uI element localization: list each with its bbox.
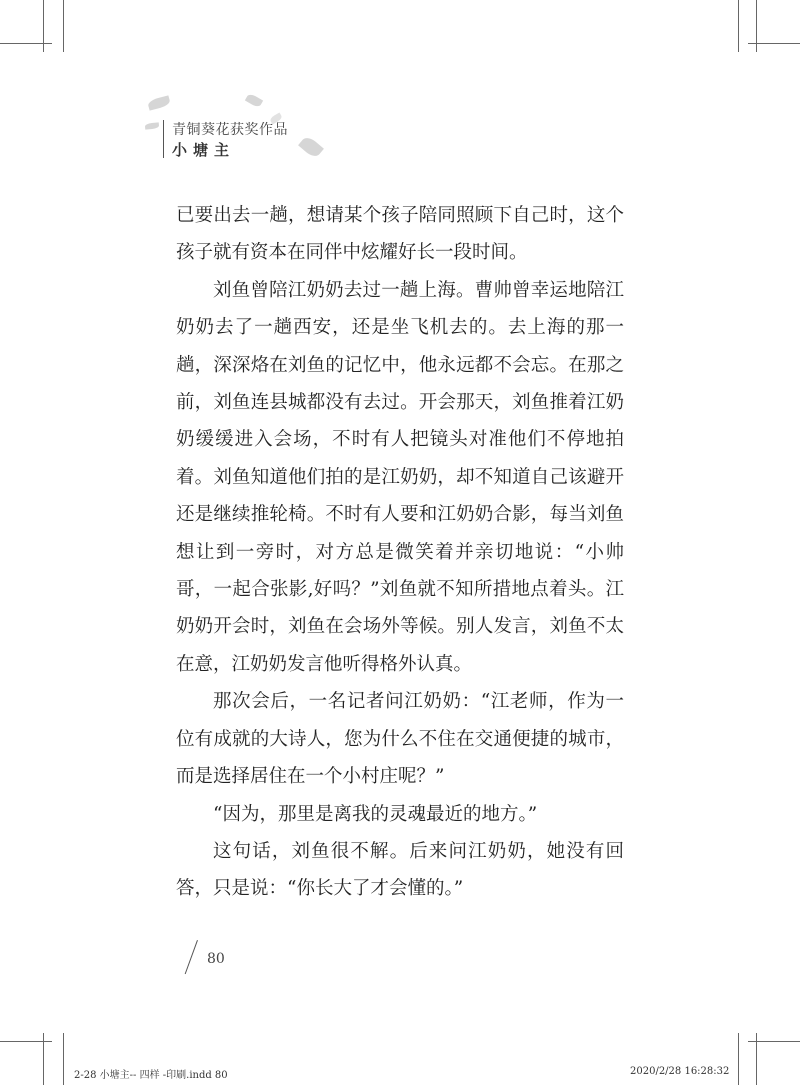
book-title: 小塘主 bbox=[172, 141, 236, 159]
crop-mark-top-right-horizontal bbox=[748, 43, 800, 44]
crop-mark-top-right-vertical bbox=[756, 0, 757, 52]
crop-mark-top-left-horizontal bbox=[0, 43, 52, 44]
paragraph: 这句话，刘鱼很不解。后来问江奶奶，她没有回答，只是说：“你长大了才会懂的。” bbox=[176, 840, 624, 900]
crop-mark-top-left-vertical bbox=[43, 0, 44, 52]
page-body bbox=[176, 197, 624, 908]
decorative-petal bbox=[298, 135, 324, 160]
paragraph: “因为，那里是离我的灵魂最近的地方。” bbox=[213, 803, 538, 825]
paragraph: 刘鱼曾陪江奶奶去过一趟上海。曹帅曾幸运地陪江奶奶去了一趟西安，还是坐飞机去的。去上海的那一趟，深深烙在刘鱼的记忆中，他永远都不会忘。在那之前，刘鱼连县城都没有去过。开会那天，刘鱼推着江奶奶缓缓进入会场，不时有人把镜头对准他们不停地拍着。刘鱼知道他们拍的是江奶奶，却不知道自己该避开还是继续推轮椅。不时有人要和江奶奶合影，每当刘鱼想让到一旁时，对方总是微笑着并亲切地说：“小帅哥，一起合张影,好吗？”刘鱼就不知所措地点着头。江奶奶开会时，刘鱼在会场外等候。别人发言，刘鱼不太在意，江奶奶发言他听得格外认真。 bbox=[176, 279, 624, 675]
page-number: 80 bbox=[207, 951, 225, 967]
crop-mark-bottom-right-vertical-inner bbox=[738, 1033, 739, 1085]
print-file-slug: 2-28 小塘主-- 四样 -印刷.indd 80 bbox=[74, 1070, 228, 1081]
crop-mark-top-right-vertical-inner bbox=[738, 0, 739, 52]
crop-mark-bottom-left-vertical-inner bbox=[63, 1033, 64, 1085]
crop-mark-bottom-right-horizontal bbox=[748, 1041, 800, 1042]
series-title: 青铜葵花获奖作品 bbox=[172, 122, 288, 138]
crop-mark-bottom-left-horizontal bbox=[0, 1041, 52, 1042]
header-rule bbox=[163, 120, 164, 158]
paragraph: 已要出去一趟，想请某个孩子陪同照顾下自己时，这个孩子就有资本在同伴中炫耀好长一段时间。 bbox=[176, 205, 624, 264]
decorative-petal bbox=[145, 122, 159, 129]
page-number-slash bbox=[185, 940, 198, 974]
print-timestamp: 2020/2/28 16:28:32 bbox=[630, 1066, 730, 1077]
crop-mark-top-left-vertical-inner bbox=[63, 0, 64, 52]
paragraph: 那次会后，一名记者问江奶奶：“江老师，作为一位有成就的大诗人，您为什么不住在交通便捷的城市，而是选择居住在一个小村庄呢？” bbox=[176, 691, 624, 788]
decorative-petal bbox=[245, 93, 263, 109]
decorative-petal bbox=[147, 95, 171, 110]
